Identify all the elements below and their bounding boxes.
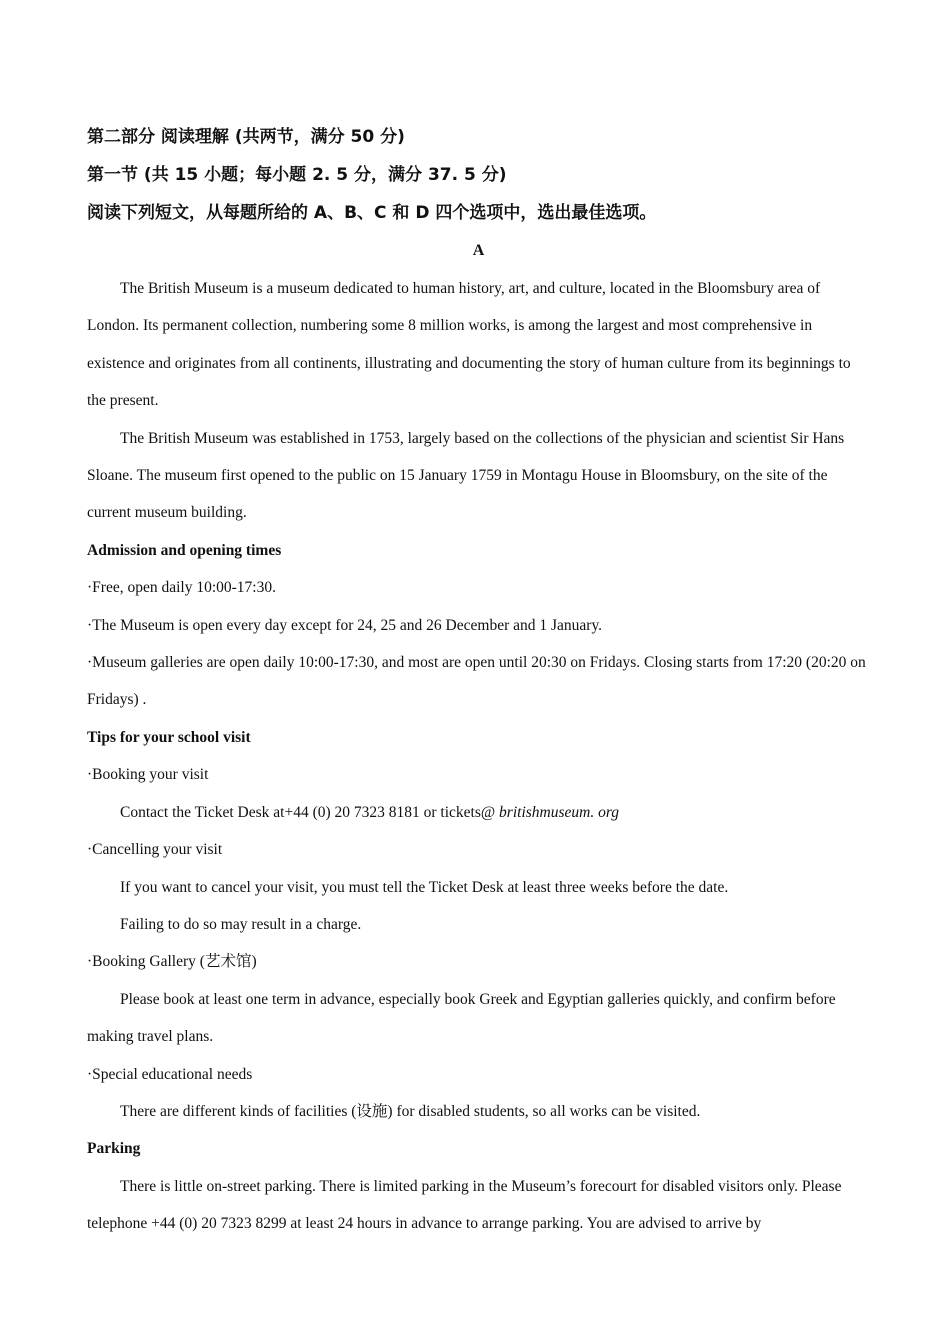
instruction-text: 阅读下列短文，从每题所给的 A、B、C 和 D 四个选项中，选出最佳选项。 (87, 203, 657, 223)
booking-text (87, 794, 867, 831)
document-page (87, 118, 867, 1243)
section-header: 第一节 (共 15 小题；每小题 2. 5 分，满分 37. 5 分) (87, 165, 507, 185)
admission-item: ·Free, open daily 10:00-17:30. (87, 579, 276, 597)
booking-contact: Contact the Ticket Desk at+44 (0) 20 7323 8181 or tickets@ (120, 803, 496, 821)
gallery-title: ·Booking Gallery (艺术馆) (87, 953, 257, 971)
cancel-title: ·Cancelling your visit (87, 841, 223, 859)
passage-letter: A (472, 242, 485, 259)
intro-paragraph-2: The British Museum was established in 1753, largely based on the collections of the physician and scientist Sir Hans Sloane. The museum first opened to the public on 15 January 1759 in Montagu House in Bloomsbury, on the site of the current museum building. (87, 429, 845, 522)
booking-title: ·Booking your visit (87, 766, 209, 784)
parking-text: There is little on-street parking. There is limited parking in the Museum’s forecourt for disabled visitors only. Please telephone +44 (0) 20 7323 8299 at least 24 hours in advance to arrange parking. You are advised to arrive by (87, 1177, 842, 1233)
cancel-text-2: Failing to do so may result in a charge. (120, 915, 362, 933)
admission-item: ·Museum galleries are open daily 10:00-17:30, and most are open until 20:30 on Fridays. Closing starts from 17:20 (20:20 on Fridays) . (87, 654, 866, 709)
special-needs-text: There are different kinds of facilities (设施) for disabled students, so all works can be visited. (120, 1102, 701, 1120)
parking-heading: Parking (87, 1140, 141, 1158)
tips-heading: Tips for your school visit (87, 728, 251, 746)
intro-paragraph-1: The British Museum is a museum dedicated to human history, art, and culture, located in the Bloomsbury area of London. Its permanent collection, numbering some 8 million works, is among the largest and most comprehensive in existence and originates from all continents, illustrating and documenting the story of human culture from its beginnings to the present. (87, 280, 851, 410)
cancel-text-1: If you want to cancel your visit, you must tell the Ticket Desk at least three weeks before the date. (120, 878, 729, 896)
gallery-text: Please book at least one term in advance, especially book Greek and Egyptian galleries quickly, and confirm before making travel plans. (87, 990, 836, 1046)
special-needs-title: ·Special educational needs (87, 1065, 253, 1083)
admission-heading: Admission and opening times (87, 541, 282, 559)
admission-item: ·The Museum is open every day except for 24, 25 and 26 December and 1 January. (87, 616, 603, 634)
booking-email: britishmuseum. org (495, 803, 620, 821)
part-header: 第二部分 阅读理解 (共两节，满分 50 分) (87, 127, 405, 147)
